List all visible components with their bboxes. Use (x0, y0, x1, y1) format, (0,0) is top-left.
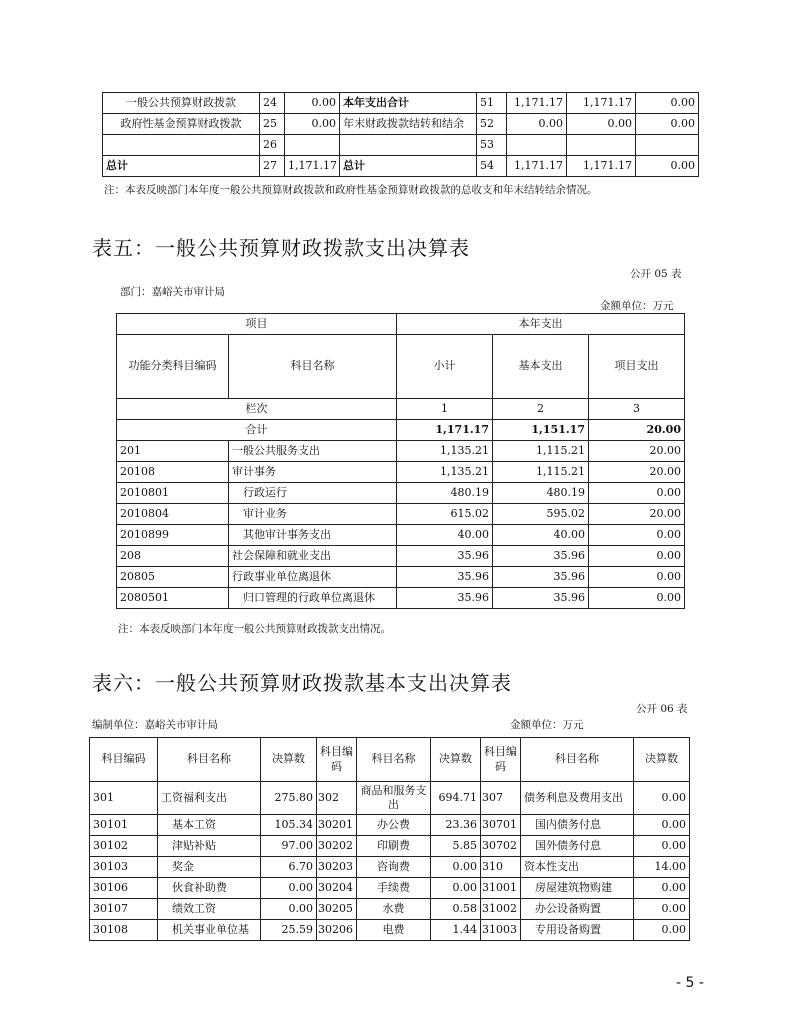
item-name: 行政运行 (229, 483, 397, 504)
table-row (117, 588, 685, 609)
cell: 30205 (317, 899, 357, 920)
subtotal-value: 35.96 (397, 567, 493, 588)
cell: 机关事业单位基 (158, 920, 261, 941)
cell: 0.00 (636, 93, 699, 114)
table5-total-label: 合计 (117, 420, 397, 441)
cell: 一般公共预算财政拨款 (103, 93, 260, 114)
cell: 0.00 (636, 156, 699, 177)
cell: 伙食补助费 (158, 878, 261, 899)
cell: 商品和服务支出 (357, 782, 431, 815)
item-name: 审计业务 (229, 504, 397, 525)
cell: 0.00 (634, 782, 690, 815)
cell: 30202 (317, 836, 357, 857)
cell: 97.00 (261, 836, 317, 857)
cell: 咨询费 (357, 857, 431, 878)
cell: 0.00 (634, 920, 690, 941)
table6-title: 表六：一般公共预算财政拨款基本支出决算表 (92, 671, 512, 695)
cell: 房屋建筑物购建 (521, 878, 634, 899)
function-code: 2010899 (117, 525, 229, 546)
item-name: 其他审计事务支出 (229, 525, 397, 546)
cell: 0.00 (261, 899, 317, 920)
cell: 0.00 (634, 815, 690, 836)
table-row (103, 93, 699, 114)
cell: 30702 (481, 836, 521, 857)
table5-header-subtotal: 小计 (397, 335, 493, 399)
item-name: 审计事务 (229, 462, 397, 483)
header-cell: 科目名称 (158, 738, 261, 782)
item-name: 社会保障和就业支出 (229, 546, 397, 567)
table-row (90, 920, 690, 941)
cell: 310 (481, 857, 521, 878)
cell: 30108 (90, 920, 158, 941)
cell: 0.00 (285, 93, 340, 114)
table-row (117, 504, 685, 525)
cell: 30204 (317, 878, 357, 899)
cell: 专用设备购置 (521, 920, 634, 941)
table5-note: 注：本表反映部门本年度一般公共预算财政拨款支出情况。 (118, 623, 391, 635)
table6-code: 公开 06 表 (636, 703, 688, 715)
table5 (116, 313, 685, 609)
page-number: - 5 - (676, 975, 704, 991)
cell: 0.00 (261, 878, 317, 899)
subtotal-value: 1,135.21 (397, 462, 493, 483)
table5-title: 表五：一般公共预算财政拨款支出决算表 (92, 236, 470, 260)
function-code: 20108 (117, 462, 229, 483)
project-value: 0.00 (589, 546, 685, 567)
project-value: 0.00 (589, 588, 685, 609)
cell: 水费 (357, 899, 431, 920)
cell: 0.00 (507, 114, 567, 135)
cell: 105.34 (261, 815, 317, 836)
cell: 307 (481, 782, 521, 815)
header-cell: 决算数 (634, 738, 690, 782)
table-row (117, 546, 685, 567)
cell: 办公设备购置 (521, 899, 634, 920)
table-row (103, 135, 699, 156)
cell: 301 (90, 782, 158, 815)
cell: 51 (477, 93, 507, 114)
cell: 25.59 (261, 920, 317, 941)
project-value: 0.00 (589, 483, 685, 504)
table5-col2: 2 (493, 399, 589, 420)
cell: 1,171.17 (567, 93, 636, 114)
table5-unit: 金额单位：万元 (600, 300, 674, 312)
table-header-row (90, 738, 690, 782)
cell: 25 (260, 114, 285, 135)
cell: 基本工资 (158, 815, 261, 836)
table-row (117, 567, 685, 588)
cell: 资本性支出 (521, 857, 634, 878)
table5-header-basic: 基本支出 (493, 335, 589, 399)
table5-col3: 3 (589, 399, 685, 420)
cell (340, 135, 477, 156)
top-summary-table (102, 92, 699, 177)
cell: 总计 (103, 156, 260, 177)
cell: 1,171.17 (567, 156, 636, 177)
table5-code: 公开 05 表 (630, 268, 682, 280)
cell: 52 (477, 114, 507, 135)
cell: 0.00 (431, 878, 481, 899)
basic-value: 480.19 (493, 483, 589, 504)
table5-total-project: 20.00 (589, 420, 685, 441)
cell: 694.71 (431, 782, 481, 815)
cell: 30102 (90, 836, 158, 857)
cell: 6.70 (261, 857, 317, 878)
table5-header-code: 功能分类科目编码 (117, 335, 229, 399)
table5-header-year: 本年支出 (397, 314, 685, 335)
cell: 1.44 (431, 920, 481, 941)
cell: 印刷费 (357, 836, 431, 857)
cell: 债务利息及费用支出 (521, 782, 634, 815)
cell: 30106 (90, 878, 158, 899)
cell: 0.00 (634, 878, 690, 899)
cell: 54 (477, 156, 507, 177)
cell: 国内债务付息 (521, 815, 634, 836)
cell: 53 (477, 135, 507, 156)
basic-value: 1,115.21 (493, 441, 589, 462)
table5-header-name: 科目名称 (229, 335, 397, 399)
cell: 30101 (90, 815, 158, 836)
item-name: 归口管理的行政单位离退休 (229, 588, 397, 609)
header-cell: 决算数 (431, 738, 481, 782)
cell (567, 135, 636, 156)
cell (507, 135, 567, 156)
subtotal-value: 615.02 (397, 504, 493, 525)
cell (103, 135, 260, 156)
table5-total-subtotal: 1,171.17 (397, 420, 493, 441)
cell: 手续费 (357, 878, 431, 899)
cell: 奖金 (158, 857, 261, 878)
function-code: 208 (117, 546, 229, 567)
basic-value: 1,115.21 (493, 462, 589, 483)
cell: 30201 (317, 815, 357, 836)
table-row (90, 782, 690, 815)
table-row (103, 156, 699, 177)
basic-value: 35.96 (493, 588, 589, 609)
cell: 工资福利支出 (158, 782, 261, 815)
cell: 275.80 (261, 782, 317, 815)
header-cell: 决算数 (261, 738, 317, 782)
subtotal-value: 35.96 (397, 546, 493, 567)
function-code: 2010804 (117, 504, 229, 525)
subtotal-value: 40.00 (397, 525, 493, 546)
cell (636, 135, 699, 156)
project-value: 0.00 (589, 567, 685, 588)
item-name: 行政事业单位离退休 (229, 567, 397, 588)
table5-dept: 部门：嘉峪关市审计局 (120, 286, 225, 298)
cell: 31001 (481, 878, 521, 899)
cell: 31003 (481, 920, 521, 941)
table5-col1: 1 (397, 399, 493, 420)
cell: 30206 (317, 920, 357, 941)
header-cell: 科目名称 (521, 738, 634, 782)
cell: 1,171.17 (507, 93, 567, 114)
cell (285, 135, 340, 156)
cell: 24 (260, 93, 285, 114)
cell: 国外债务付息 (521, 836, 634, 857)
cell: 电费 (357, 920, 431, 941)
cell: 14.00 (634, 857, 690, 878)
cell: 27 (260, 156, 285, 177)
cell: 本年支出合计 (340, 93, 477, 114)
function-code: 2010801 (117, 483, 229, 504)
function-code: 2080501 (117, 588, 229, 609)
cell: 26 (260, 135, 285, 156)
cell: 0.58 (431, 899, 481, 920)
basic-value: 35.96 (493, 546, 589, 567)
cell: 办公费 (357, 815, 431, 836)
cell: 0.00 (634, 899, 690, 920)
cell: 30103 (90, 857, 158, 878)
table-row (117, 483, 685, 504)
cell: 0.00 (285, 114, 340, 135)
table-row (90, 836, 690, 857)
table6 (89, 737, 690, 941)
table5-header-projectexp: 项目支出 (589, 335, 685, 399)
table-row (90, 857, 690, 878)
item-name: 一般公共服务支出 (229, 441, 397, 462)
basic-value: 595.02 (493, 504, 589, 525)
project-value: 0.00 (589, 525, 685, 546)
header-cell: 科目编码 (90, 738, 158, 782)
cell: 31002 (481, 899, 521, 920)
function-code: 201 (117, 441, 229, 462)
cell: 0.00 (431, 857, 481, 878)
cell: 30107 (90, 899, 158, 920)
cell: 30203 (317, 857, 357, 878)
table-row (117, 462, 685, 483)
cell: 1,171.17 (507, 156, 567, 177)
header-cell: 科目编码 (481, 738, 521, 782)
subtotal-value: 1,135.21 (397, 441, 493, 462)
basic-value: 35.96 (493, 567, 589, 588)
cell: 政府性基金预算财政拨款 (103, 114, 260, 135)
table6-unit: 金额单位：万元 (510, 719, 584, 731)
project-value: 20.00 (589, 441, 685, 462)
table-row (90, 878, 690, 899)
cell: 0.00 (634, 836, 690, 857)
project-value: 20.00 (589, 462, 685, 483)
cell: 0.00 (636, 114, 699, 135)
header-cell: 科目名称 (357, 738, 431, 782)
cell: 1,171.17 (285, 156, 340, 177)
table-row (90, 899, 690, 920)
cell: 年末财政拨款结转和结余 (340, 114, 477, 135)
cell: 0.00 (567, 114, 636, 135)
table5-total-basic: 1,151.17 (493, 420, 589, 441)
top-table-note: 注：本表反映部门本年度一般公共预算财政拨款和政府性基金预算财政拨款的总收支和年末结转结余情况。 (104, 184, 598, 196)
table5-header-project: 项目 (117, 314, 397, 335)
cell: 绩效工资 (158, 899, 261, 920)
table-row (117, 525, 685, 546)
cell: 23.36 (431, 815, 481, 836)
table5-lanci: 栏次 (117, 399, 397, 420)
table-row (117, 441, 685, 462)
cell: 302 (317, 782, 357, 815)
table-row (103, 114, 699, 135)
cell: 30701 (481, 815, 521, 836)
project-value: 20.00 (589, 504, 685, 525)
header-cell: 科目编码 (317, 738, 357, 782)
subtotal-value: 480.19 (397, 483, 493, 504)
subtotal-value: 35.96 (397, 588, 493, 609)
cell: 津贴补贴 (158, 836, 261, 857)
table6-dept: 编制单位：嘉峪关市审计局 (92, 719, 218, 731)
table-row (90, 815, 690, 836)
cell: 5.85 (431, 836, 481, 857)
function-code: 20805 (117, 567, 229, 588)
basic-value: 40.00 (493, 525, 589, 546)
cell: 总计 (340, 156, 477, 177)
